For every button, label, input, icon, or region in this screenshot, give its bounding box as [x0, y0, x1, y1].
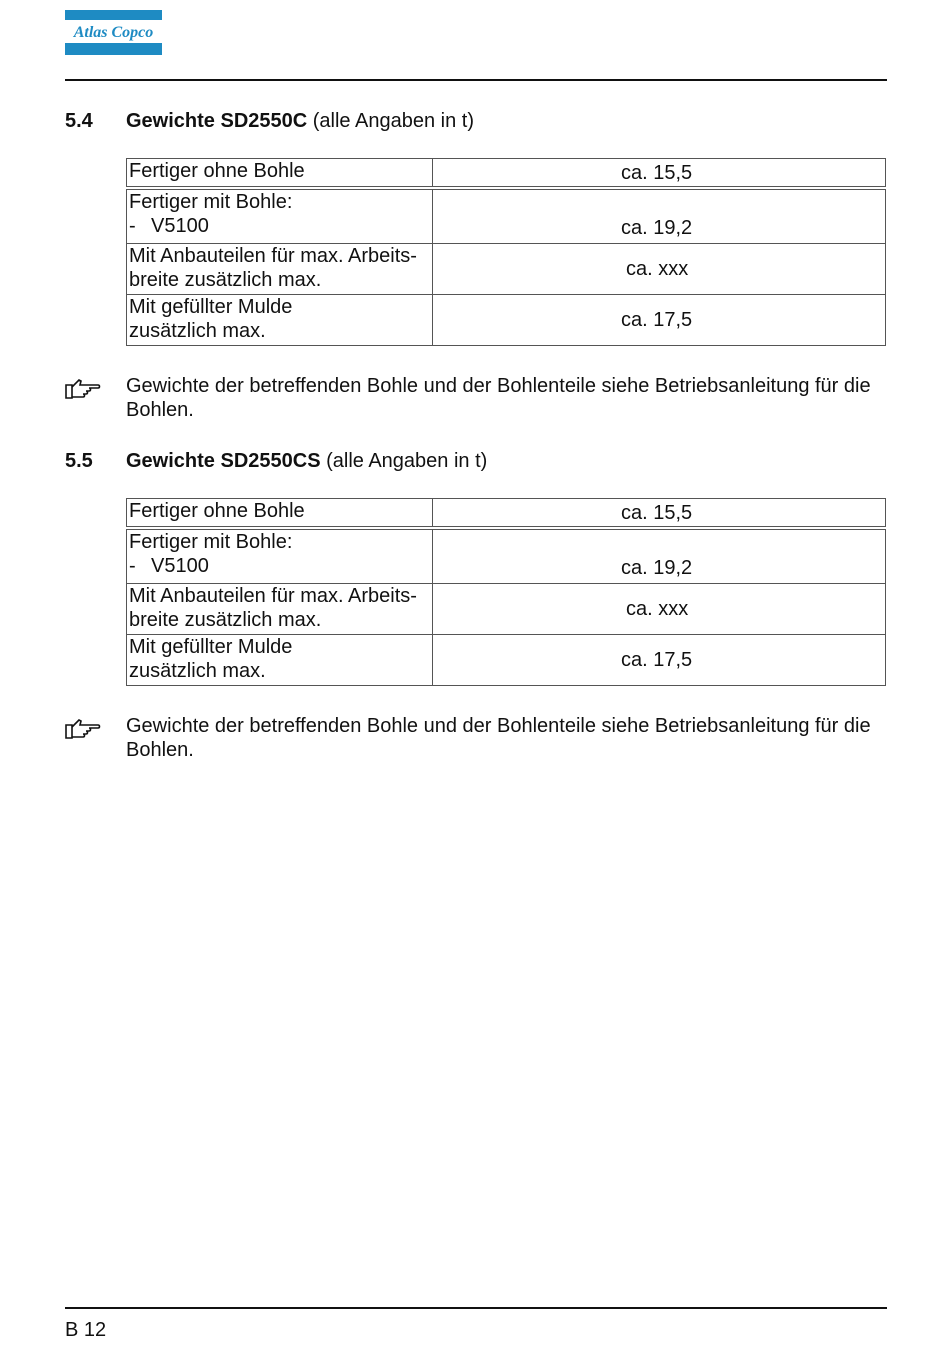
row-label-sub: V5100 [151, 555, 209, 577]
row-label-dash: - [129, 215, 136, 237]
atlas-copco-logo [65, 10, 162, 55]
note-text: Gewichte der betreffenden Bohle und der Bohlenteile siehe Betriebsanleitung für die Bohlen. [126, 375, 871, 421]
pointing-hand-icon [65, 378, 101, 400]
row-label: Fertiger ohne Bohle [129, 160, 305, 182]
row-value: ca. xxx [433, 244, 886, 295]
row-label: Mit gefüllter Mulde [129, 636, 293, 658]
note-text: Gewichte der betreffenden Bohle und der Bohlenteile siehe Betriebsanleitung für die Bohlen. [126, 715, 871, 761]
header-rule [65, 79, 887, 81]
row-label: Fertiger mit Bohle: [129, 191, 293, 213]
section-title-bold: Gewichte SD2550CS [126, 450, 321, 472]
footer-rule [65, 1307, 887, 1309]
weights-table-sd2550cs [126, 498, 886, 686]
row-label: Fertiger mit Bohle: [129, 531, 293, 553]
row-value: ca. 17,5 [433, 635, 886, 686]
pointing-hand-icon [65, 718, 101, 740]
row-label: Mit Anbauteilen für max. Arbeits- [129, 245, 417, 267]
row-label: breite zusätzlich max. [129, 269, 322, 291]
row-value: ca. 17,5 [433, 295, 886, 346]
table-row [127, 295, 886, 346]
svg-text:Atlas Copco: Atlas Copco [73, 24, 154, 41]
row-label-sub: V5100 [151, 215, 209, 237]
table-row [127, 635, 886, 686]
table-row [127, 188, 886, 244]
row-value: ca. xxx [433, 584, 886, 635]
row-label: breite zusätzlich max. [129, 609, 322, 631]
row-value: ca. 15,5 [433, 499, 886, 529]
weights-table-sd2550c [126, 158, 886, 346]
row-label-dash: - [129, 555, 136, 577]
section-number: 5.4 [65, 110, 93, 132]
table-row [127, 244, 886, 295]
row-label: Mit gefüllter Mulde [129, 296, 293, 318]
page-number: B 12 [65, 1319, 107, 1341]
table-row [127, 499, 886, 529]
table-row [127, 159, 886, 189]
row-label: Mit Anbauteilen für max. Arbeits- [129, 585, 417, 607]
table-row [127, 584, 886, 635]
section-title-bold: Gewichte SD2550C [126, 110, 308, 132]
section-title-rest: (alle Angaben in t) [307, 110, 474, 132]
section-number: 5.5 [65, 450, 93, 472]
row-value: ca. 19,2 [433, 188, 886, 244]
row-label: zusätzlich max. [129, 660, 266, 682]
row-label: zusätzlich max. [129, 320, 266, 342]
table-row [127, 528, 886, 584]
row-value: ca. 15,5 [433, 159, 886, 189]
section-title-rest: (alle Angaben in t) [320, 450, 488, 472]
row-value: ca. 19,2 [433, 528, 886, 584]
row-label: Fertiger ohne Bohle [129, 500, 305, 522]
